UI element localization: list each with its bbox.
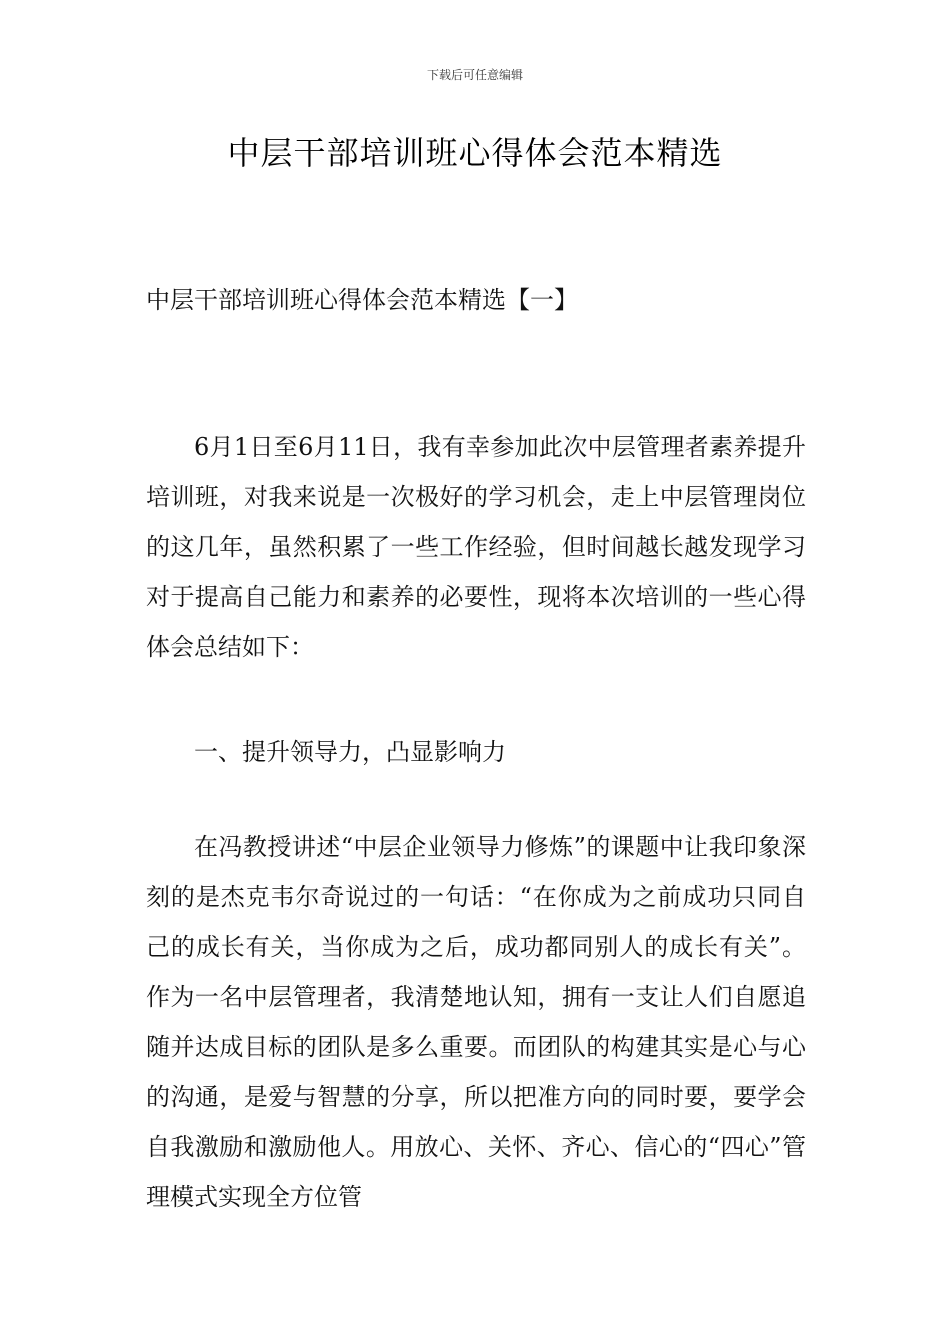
paragraph-2: 在冯教授讲述“中层企业领导力修炼”的课题中让我印象深刻的是杰克韦尔奇说过的一句话：“在你成为之前成功只同自己的成长有关，当你成为之后，成功都同别人的成长有关”。作为一名中层管理者，我清楚地认知，拥有一支让人们自愿追随并达成目标的团队是多么重要。而团队的构建其实是心与心的沟通，是爱与智慧的分享，所以把准方向的同时要，要学会自我激励和激励他人。用放心、关怀、齐心、信心的“四心”管理模式实现全方位管 [146,833,806,1211]
section-heading: 中层干部培训班心得体会范本精选【一】 [146,286,578,314]
sub-heading-1: 一、提升领导力，凸显影响力 [194,738,506,766]
paragraph-1: 6月1日至6月11日，我有幸参加此次中层管理者素养提升培训班，对我来说是一次极好的学习机会，走上中层管理岗位的这几年，虽然积累了一些工作经验，但时间越长越发现学习对于提高自己能力和素养的必要性，现将本次培训的一些心得体会总结如下： [146,433,806,661]
document-title: 中层干部培训班心得体会范本精选 [227,134,723,172]
header-note: 下载后可任意编辑 [426,68,523,82]
